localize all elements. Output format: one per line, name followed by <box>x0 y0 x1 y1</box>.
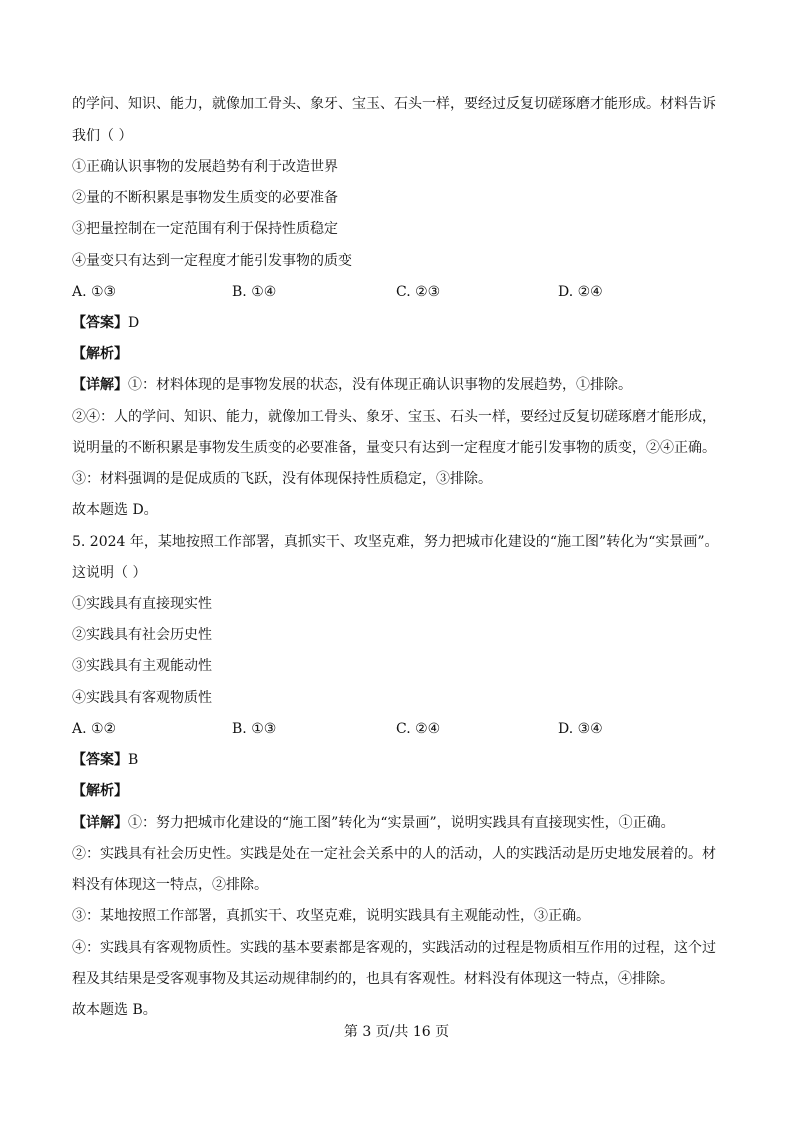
detail-line: 说明量的不断积累是事物发生质变的必要准备，量变只有达到一定程度才能引发事物的质变，②④正确。 <box>72 440 716 456</box>
detail-line: 程及其结果是受客观事物及其运动规律制约的，也具有客观性。材料没有体现这一特点，④排除。 <box>72 971 674 987</box>
question-stem-line: 5. 2024 年，某地按照工作部署，真抓实干、攻坚克难，努力把城市化建设的“施工图”转化为“实景画”。 <box>72 534 719 550</box>
detail-tag: 【详解】 <box>72 377 128 393</box>
statement-4: ④量变只有达到一定程度才能引发事物的质变 <box>72 253 352 269</box>
option-c: C. ②④ <box>396 721 441 737</box>
page-footer: 第 3 页/共 16 页 <box>343 1024 450 1040</box>
option-d: D. ②④ <box>558 284 603 300</box>
answer-line <box>72 750 732 770</box>
answer-value: B <box>128 752 139 768</box>
statement-2: ②量的不断积累是事物发生质变的必要准备 <box>72 190 338 206</box>
option-a: A. ①② <box>72 721 117 737</box>
answer-tag: 【答案】 <box>72 752 128 768</box>
option-a: A. ①③ <box>72 284 117 300</box>
analysis-tag: 【解析】 <box>72 783 128 799</box>
options-row <box>72 719 732 739</box>
question-stem-line: 的学问、知识、能力，就像加工骨头、象牙、宝玉、石头一样，要经过反复切磋琢磨才能形成。材料告诉 <box>72 96 716 112</box>
statement-3: ③实践具有主观能动性 <box>72 658 212 674</box>
answer-tag: 【答案】 <box>72 315 128 331</box>
detail-tag: 【详解】 <box>72 815 128 831</box>
analysis-tag: 【解析】 <box>72 346 128 362</box>
conclusion: 故本题选 B。 <box>72 1002 157 1018</box>
statement-1: ①正确认识事物的发展趋势有利于改造世界 <box>72 159 338 175</box>
answer-line <box>72 313 732 333</box>
question-stem-line: 我们（ ） <box>72 128 133 144</box>
detail-text: ①：努力把城市化建设的“施工图”转化为“实景画”，说明实践具有直接现实性，①正确。 <box>128 815 675 831</box>
detail-line: ②：实践具有社会历史性。实践是处在一定社会关系中的人的活动，人的实践活动是历史地发展着的。材 <box>72 846 716 862</box>
option-c: C. ②③ <box>396 284 441 300</box>
detail-line <box>72 813 732 833</box>
question-stem-line: 这说明（ ） <box>72 565 147 581</box>
detail-line: ④：实践具有客观物质性。实践的基本要素都是客观的，实践活动的过程是物质相互作用的过程，这个过 <box>72 940 716 956</box>
statement-3: ③把量控制在一定范围有利于保持性质稳定 <box>72 221 338 237</box>
answer-value: D <box>128 315 140 331</box>
option-b: B. ①③ <box>232 721 277 737</box>
options-row <box>72 282 732 302</box>
detail-line <box>72 375 732 395</box>
option-d: D. ③④ <box>558 721 603 737</box>
statement-1: ①实践具有直接现实性 <box>72 596 212 612</box>
detail-text: ①：材料体现的是事物发展的状态，没有体现正确认识事物的发展趋势，①排除。 <box>128 377 632 393</box>
detail-line: 料没有体现这一特点，②排除。 <box>72 877 268 893</box>
statement-2: ②实践具有社会历史性 <box>72 627 212 643</box>
detail-line: ②④：人的学问、知识、能力，就像加工骨头、象牙、宝玉、石头一样，要经过反复切磋琢磨才能形成， <box>72 409 716 425</box>
conclusion: 故本题选 D。 <box>72 502 158 518</box>
statement-4: ④实践具有客观物质性 <box>72 690 212 706</box>
detail-line: ③：材料强调的是促成质的飞跃，没有体现保持性质稳定，③排除。 <box>72 471 492 487</box>
option-b: B. ①④ <box>232 284 277 300</box>
detail-line: ③：某地按照工作部署，真抓实干、攻坚克难，说明实践具有主观能动性，③正确。 <box>72 908 590 924</box>
